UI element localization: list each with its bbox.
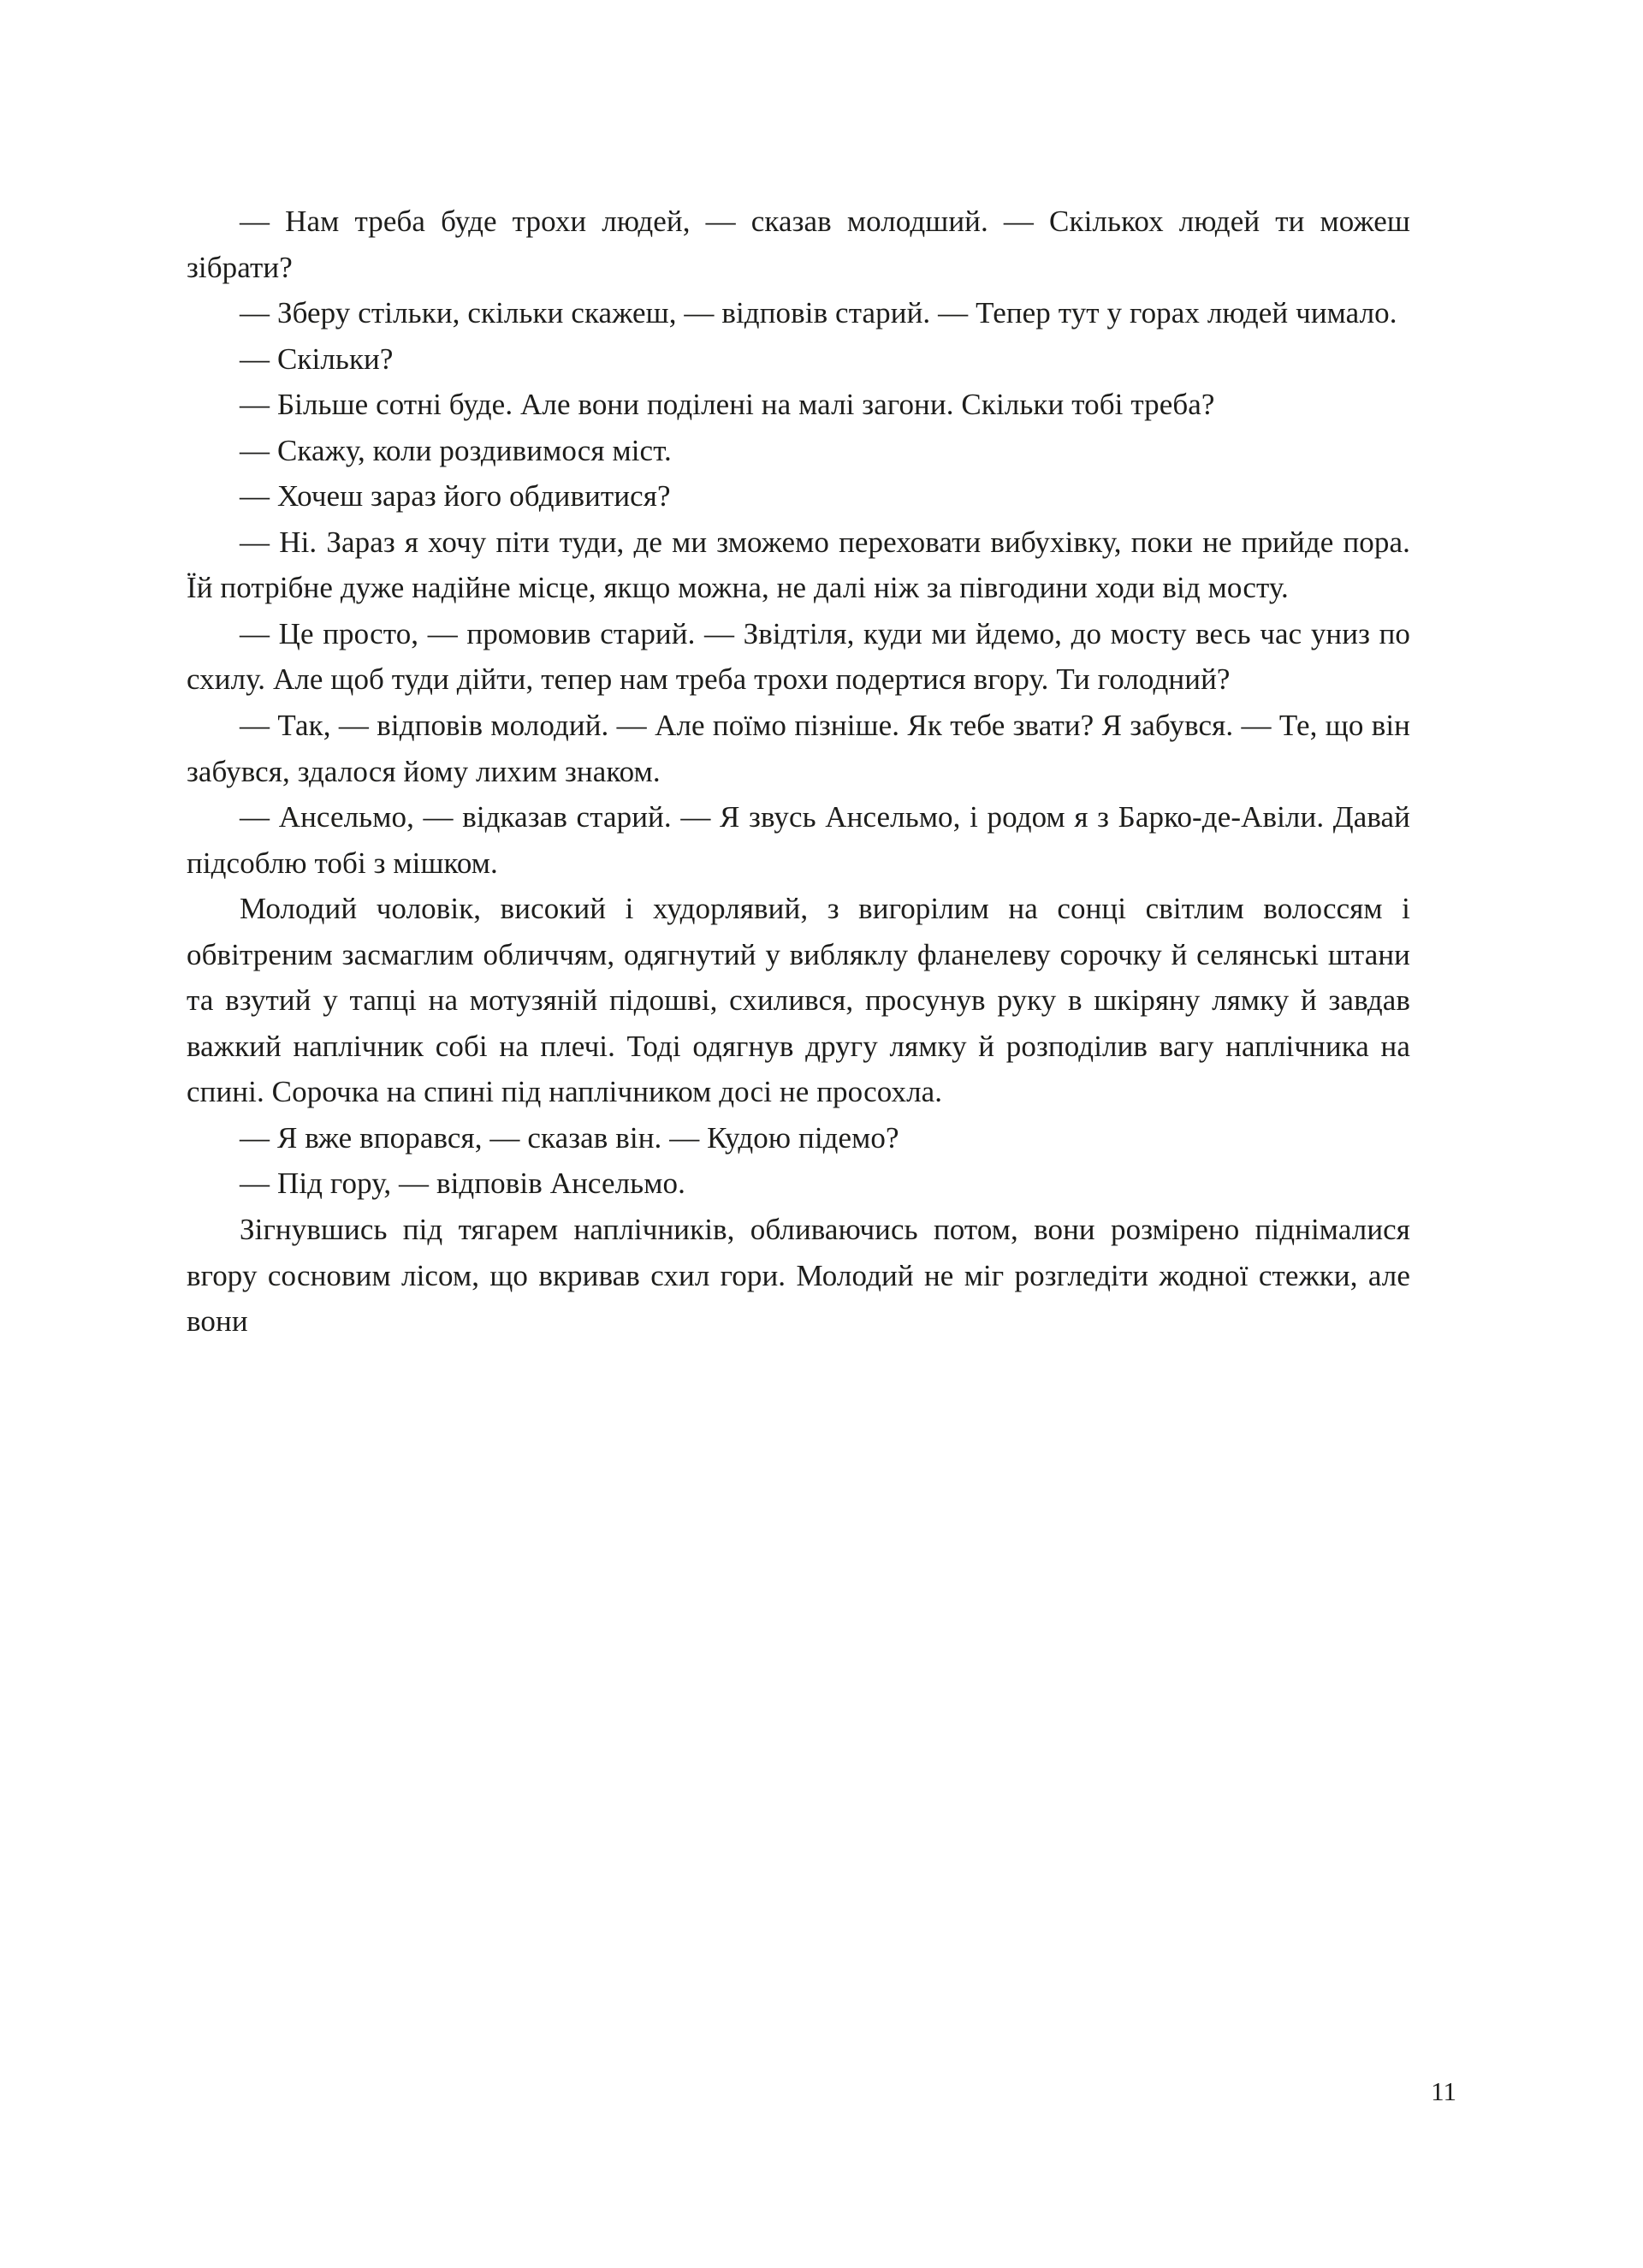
- paragraph: — Я вже впорався, — сказав він. — Кудою підемо?: [240, 1120, 899, 1155]
- paragraph: — Скільки?: [240, 341, 394, 376]
- paragraph: Молодий чоловік, високий і худорлявий, з вигорілим на сонці світлим волоссям і обвітреним засмаглим обличчям, одягнутий у вибляклу фланелеву сорочку й селянські штани та взутий у тапці на мотузяній підошві, схилився, просунув руку в шкіряну лямку й завдав важкий наплічник собі на плечі. Тоді одягнув другу лямку й розподілив вагу наплічника на спині. Сорочка на спині під наплічником досі не просохла.: [187, 892, 1410, 1109]
- paragraph: — Зберу стільки, скільки скажеш, — відповів старий. — Тепер тут у горах людей чимало.: [240, 296, 1397, 330]
- paragraph: — Хочеш зараз його обдивитися?: [240, 479, 671, 514]
- paragraph: — Нам треба буде трохи людей, — сказав молодший. — Скількох людей ти можеш зібрати?: [187, 205, 1410, 284]
- paragraph: — Під гору, — відповів Ансельмо.: [240, 1167, 685, 1201]
- page-number: 11: [1431, 2076, 1456, 2106]
- paragraph: — Так, — відповів молодий. — Але поїмо пізніше. Як тебе звати? Я забувся. — Те, що він забувся, здалося йому лихим знаком.: [187, 709, 1410, 788]
- paragraph: — Це просто, — промовив старий. — Звідтіля, куди ми йдемо, до мосту весь час униз по схилу. Але щоб туди дійти, тепер нам треба трохи подертися вгору. Ти голодний?: [187, 616, 1410, 697]
- paragraph: — Скажу, коли роздивимося міст.: [240, 433, 672, 467]
- paragraph: — Більше сотні буде. Але вони поділені на малі загони. Скільки тобі треба?: [240, 388, 1215, 422]
- paragraph: — Ні. Зараз я хочу піти туди, де ми зможемо переховати вибухівку, поки не прийде пора. Їй потрібне дуже надійне місце, якщо можна, не далі ніж за півгодини ходи від мосту.: [187, 525, 1410, 605]
- body-text: [187, 199, 1410, 1345]
- paragraph: Зігнувшись під тягарем наплічників, обливаючись потом, вони розмірено піднімалися вгору сосновим лісом, що вкривав схил гори. Молодий не міг розгледіти жодної стежки, але вони: [187, 1213, 1410, 1339]
- paragraph: — Ансельмо, — відказав старий. — Я звусь Ансельмо, і родом я з Барко-де-Авіли. Давай підсоблю тобі з мішком.: [187, 800, 1410, 880]
